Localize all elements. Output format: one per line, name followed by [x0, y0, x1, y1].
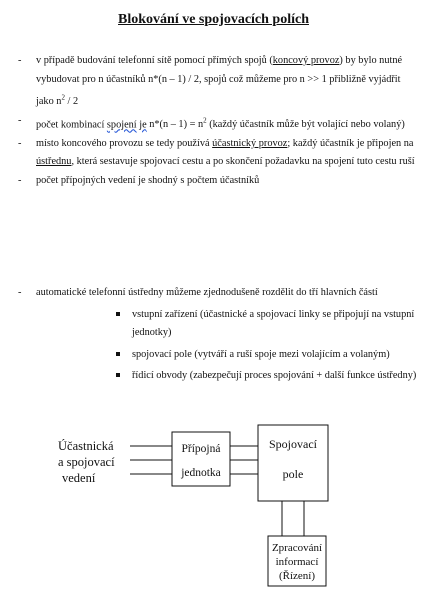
text-segment: počet přípojných vedení je shodný s počtem účastníků — [36, 174, 260, 186]
box2-label-2: pole — [282, 467, 304, 481]
box2-label-1: Spojovací — [269, 437, 317, 451]
lines-label-2: a spojovací — [58, 455, 115, 469]
page-title: Blokování ve spojovacích polích — [118, 12, 309, 27]
bullet-dash: - — [18, 137, 22, 149]
text-segment: koncový provoz — [272, 55, 340, 66]
bullet-dash: - — [18, 114, 22, 126]
subitem-text: spojovací pole (vytváří a ruší spoje mezi volajícím a volaným) — [132, 348, 390, 360]
bullet-dash: - — [18, 287, 22, 298]
subitem-text: řídicí obvody (zabezpečují proces spojování + další funkce ústředny) — [132, 370, 417, 381]
text-segment: $n*(n - 1) = n^2$ (každý účastník může být volající nebo volaný) — [146, 116, 405, 131]
text-segment: účastnický provoz — [212, 137, 288, 149]
box3-label-2: informací — [275, 556, 319, 568]
bullet-text: automatické telefonní ústředny můžeme zjednodušeně rozdělit do tří hlavních částí — [36, 287, 378, 298]
bullet-dash: - — [18, 174, 22, 186]
subitem-text: vstupní zařízení (účastnické a spojovací linky se připojují na vstupní jednotky) — [132, 308, 415, 338]
text-segment: v případě budování telefonní sítě pomocí přímých spojů ( — [36, 55, 273, 66]
box3-label-3: (Řízení) — [278, 570, 316, 582]
box1-label-1: Přípojná — [181, 443, 221, 455]
box3-label-1: Zpracování — [271, 542, 323, 554]
text-segment: , která sestavuje spojovací cestu a po skončení požadavku na spojení tuto cestu ruší — [71, 156, 415, 168]
lines-label-3: vedení — [62, 471, 96, 485]
text-segment: ; každý účastník je připojen na — [287, 137, 414, 149]
text-segment: je — [139, 119, 147, 131]
text-segment: spojení — [106, 119, 137, 131]
text-segment: ústřednu — [36, 156, 72, 168]
text-segment: počet kombinací — [36, 119, 107, 131]
text-segment: místo koncového provozu se tedy používá — [36, 137, 213, 149]
bullet-dash: - — [18, 55, 22, 66]
text-segment: ) by bylo nutné vybudovat pro n účastníků n*(n – 1) / 2, spojů což můžeme pro n >> 1 přibližně vyjádřit jako $n^2 / 2$ — [36, 55, 403, 108]
box1-label-2: jednotka — [181, 467, 221, 479]
lines-label-1: Účastnická — [58, 439, 114, 453]
